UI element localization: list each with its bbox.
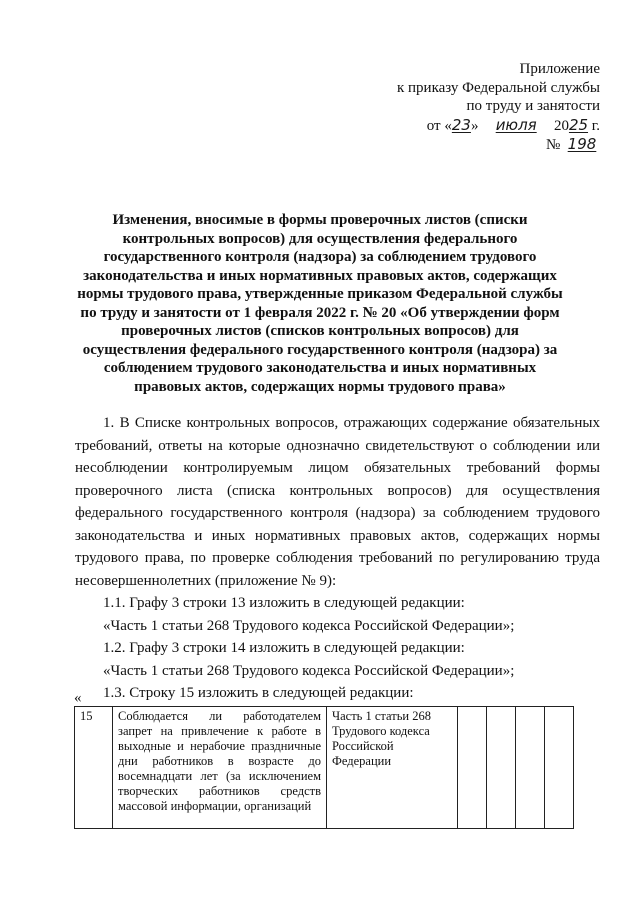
date-year-suffix: 25 <box>568 115 589 134</box>
date-day: 23 <box>451 115 471 134</box>
appendix-line-1: Приложение <box>519 61 600 77</box>
date-year-prefix: 20 <box>553 117 569 134</box>
answer-cell-no <box>487 707 516 829</box>
document-title: Изменения, вносимые в формы проверочных листов (списки контрольных вопросов) для осуществления федерального государственного контроля (надзора) за соблюдением трудового законодательства и иных нормативных правовых актов, содержащих нормы трудового права, утвержденные приказом Федеральной службы по труду и занятости от 1 февраля 2022 г. № 20 «Об утверждении форм проверочных листов (списков контрольных вопросов) для осуществления федерального государственного контроля (надзора) за соблюдением трудового законодательства и иных нормативных правовых актов, содержащих нормы трудового права» <box>77 212 563 395</box>
paragraph-1-2-text: «Часть 1 статьи 268 Трудового кодекса Российской Федерации»; <box>103 662 515 679</box>
paragraph-1-1-text: «Часть 1 статьи 268 Трудового кодекса Российской Федерации»; <box>103 617 515 634</box>
answer-cell-na <box>516 707 545 829</box>
appendix-line-3: по труду и занятости <box>466 98 600 114</box>
document-body <box>75 412 600 705</box>
row-number: 15 <box>75 707 113 829</box>
question-cell: Соблюдается ли работодателем запрет на привлечение к работе в выходные и нерабочие праздничные дни работников в возрасте до восемнадцати лет (за исключением творческих работников средств массовой информации, организаций <box>113 707 327 829</box>
date-prefix: от « <box>426 117 452 134</box>
paragraph-1: 1. В Списке контрольных вопросов, отражающих содержание обязательных требований, ответы на которые однозначно свидетельствуют о соблюдении или несоблюдении контролируемым лицом обязательных требований формы проверочного листа (списка контрольных вопросов) для осуществления федерального государственного контроля (надзора) за соблюдением трудового законодательства и иных нормативных правовых актов, содержащих нормы трудового права, по проверке соблюдения требований по регулированию труда несовершеннолетних (приложение № 9): <box>75 415 600 589</box>
appendix-line-2: к приказу Федеральной службы <box>396 79 600 96</box>
opening-quote: « <box>74 690 82 706</box>
paragraph-1-3: 1.3. Строку 15 изложить в следующей редакции: <box>103 685 414 701</box>
table-row <box>75 707 574 829</box>
paragraph-1-2: 1.2. Графу 3 строки 14 изложить в следующей редакции: <box>103 640 465 656</box>
checklist-table <box>74 706 574 829</box>
order-number: 198 <box>567 135 597 153</box>
answer-cell-yes <box>458 707 487 829</box>
answer-cell-note <box>545 707 574 829</box>
date-mid: » <box>470 117 479 134</box>
reference-cell: Часть 1 статьи 268 Трудового кодекса Российской Федерации <box>327 707 458 829</box>
number-label: № <box>545 137 561 153</box>
date-year-end: г. <box>588 117 600 134</box>
appendix-date <box>397 116 600 136</box>
appendix-number <box>397 135 600 155</box>
appendix-block <box>397 60 600 155</box>
date-month: июля <box>495 115 537 134</box>
paragraph-1-1: 1.1. Графу 3 строки 13 изложить в следующей редакции: <box>103 595 465 611</box>
